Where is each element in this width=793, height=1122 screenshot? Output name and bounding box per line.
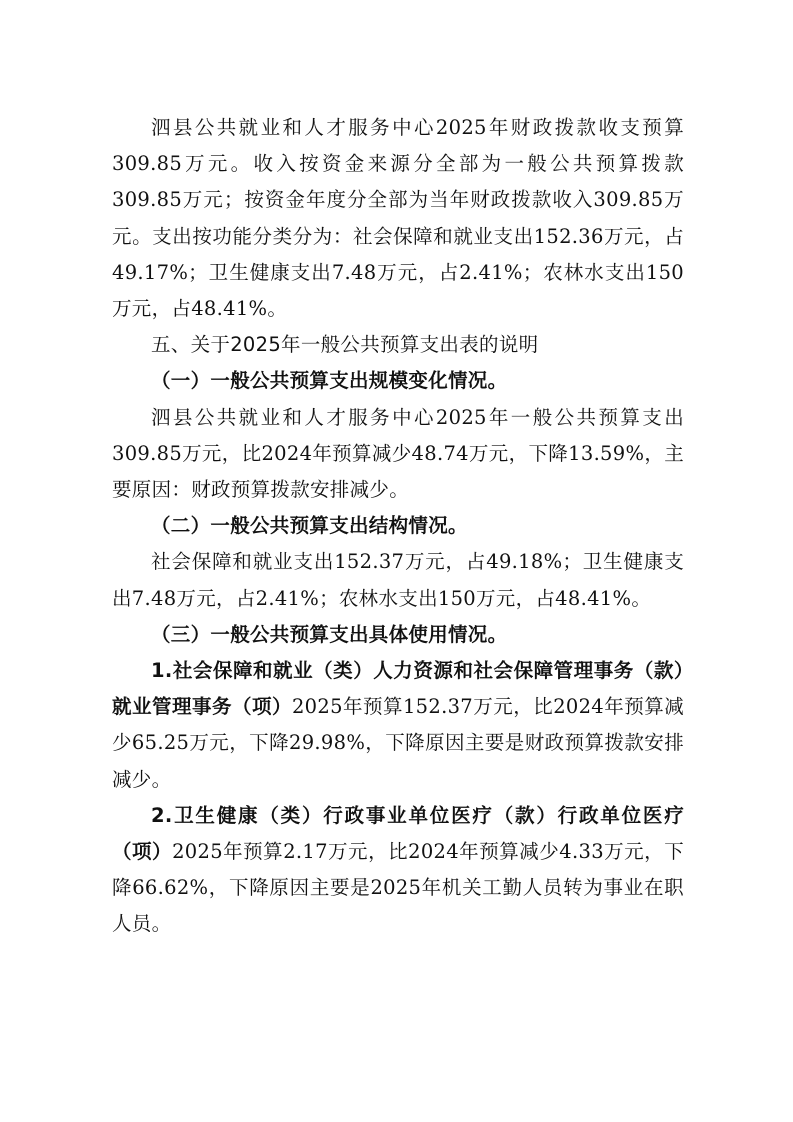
subsection-two-text: 社会保障和就业支出152.37万元，占49.18%；卫生健康支出7.48万元，占2.41%；农林水支出150万元，占48.41%。 <box>112 550 684 610</box>
subsection-three-title: （三）一般公共预算支出具体使用情况。 <box>151 622 508 646</box>
document-page <box>112 110 684 943</box>
item-two-label: 2.卫生健康（类）行政事业单位医疗（款）行政单位医疗（项） <box>112 803 684 864</box>
subsection-one-text: 泗县公共就业和人才服务中心2025年一般公共预算支出309.85万元，比2024年预算减少48.74万元，下降13.59%，主要原因：财政预算拨款安排减少。 <box>112 405 684 502</box>
section-five-title: 五、关于2025年一般公共预算支出表的说明 <box>151 333 539 357</box>
item-two-text: 2025年预算2.17万元，比2024年预算减少4.33万元，下降66.62%，下降原因主要是2025年机关工勤人员转为事业在职人员。 <box>112 840 684 936</box>
budget-summary-paragraph: 泗县公共就业和人才服务中心2025年财政拨款收支预算309.85万元。收入按资金来源分全部为一般公共预算拨款309.85万元；按资金年度分全部为当年财政拨款收入309.85万元。支出按功能分类分为：社会保障和就业支出152.36万元，占49.17%；卫生健康支出7.48万元，占2.41%；农林水支出150万元，占48.41%。 <box>112 116 684 321</box>
item-one-paragraph <box>112 653 684 798</box>
subsection-one-title: （一）一般公共预算支出规模变化情况。 <box>151 369 508 393</box>
item-one-text: 2025年预算152.37万元，比2024年预算减少65.25万元，下降29.98%，下降原因主要是财政预算拨款安排减少。 <box>112 695 684 791</box>
item-one-label: 1.社会保障和就业（类）人力资源和社会保障管理事务（款）就业管理事务（项） <box>112 659 684 719</box>
subsection-two-title: （二）一般公共预算支出结构情况。 <box>151 514 468 538</box>
item-two-paragraph <box>112 798 684 943</box>
